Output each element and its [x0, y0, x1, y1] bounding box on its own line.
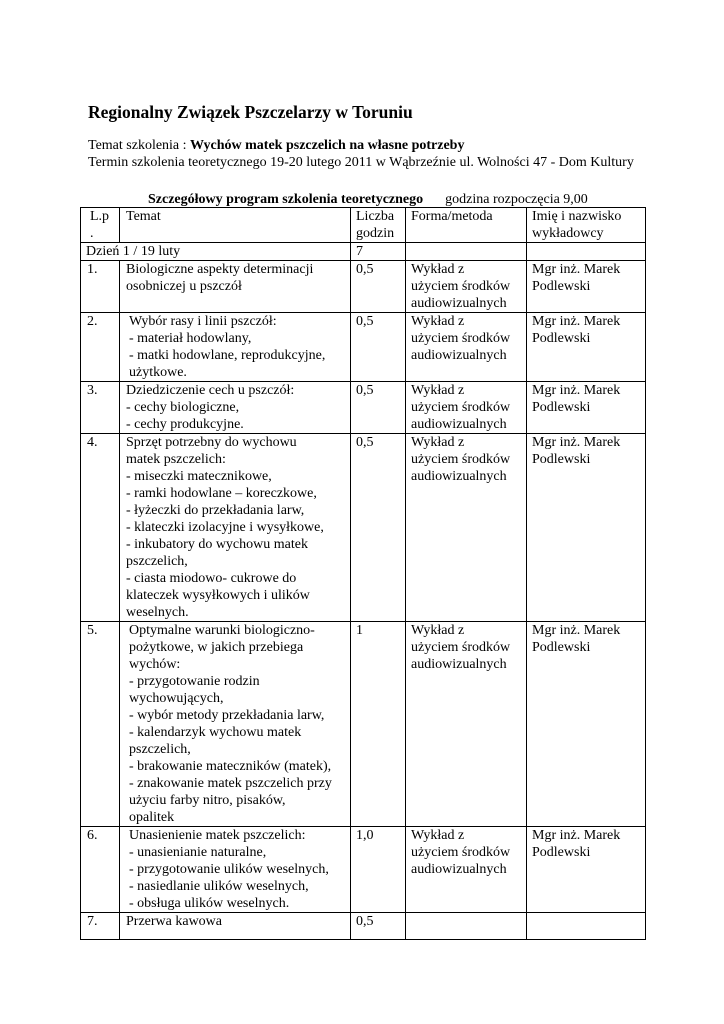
- topic-line: - cechy biologiczne,: [126, 400, 240, 415]
- table-row: [81, 434, 646, 622]
- table-row: [81, 622, 646, 827]
- topic-cell: [120, 827, 351, 913]
- row-number: 6.: [81, 827, 120, 913]
- day-empty-forma: [406, 243, 527, 261]
- topic-line: - łyżeczki do przekładania larw,: [126, 503, 305, 518]
- topic-line: Przerwa kawowa: [126, 914, 223, 929]
- topic-line: - obsługa ulików weselnych.: [129, 896, 290, 911]
- hours-cell: 1,0: [351, 827, 406, 913]
- table-header-row: [81, 208, 646, 243]
- method-line: użyciem środków: [411, 279, 511, 294]
- topic-line: [88, 137, 648, 154]
- topic-line: - inkubatory do wychowu matek: [126, 537, 308, 552]
- topic-line: weselnych.: [126, 605, 189, 620]
- lecturer-line: Mgr inż. Marek: [532, 435, 621, 450]
- topic-line: pożytkowe, w jakich przebiega: [129, 640, 304, 655]
- lecturer-line: Mgr inż. Marek: [532, 383, 621, 398]
- hours-cell: 0,5: [351, 261, 406, 313]
- topic-line: Dziedziczenie cech u pszczół:: [126, 383, 295, 398]
- row-number: 2.: [81, 313, 120, 382]
- hours-cell: 0,5: [351, 313, 406, 382]
- table-row: [81, 913, 646, 940]
- row-number: 3.: [81, 382, 120, 434]
- topic-line: - przygotowanie rodzin: [129, 674, 260, 689]
- hours-cell: 0,5: [351, 913, 406, 940]
- header-temat-line: Temat: [126, 209, 161, 224]
- header-lp-line: .: [90, 226, 94, 241]
- topic-line: - przygotowanie ulików weselnych,: [129, 862, 329, 877]
- topic-line: - matki hodowlane, reprodukcyjne,: [129, 348, 326, 363]
- topic-line: pszczelich,: [126, 554, 188, 569]
- topic-line: - materiał hodowlany,: [129, 331, 252, 346]
- topic-line: - klateczki izolacyjne i wysyłkowe,: [126, 520, 324, 535]
- day-empty-wykladowca: [527, 243, 646, 261]
- lecturer-line: Mgr inż. Marek: [532, 262, 621, 277]
- topic-cell: [120, 622, 351, 827]
- topic-line: - kalendarzyk wychowu matek: [129, 725, 302, 740]
- method-line: użyciem środków: [411, 331, 511, 346]
- lecturer-line: Mgr inż. Marek: [532, 314, 621, 329]
- table-row: [81, 261, 646, 313]
- topic-line: Optymalne warunki biologiczno-: [129, 623, 315, 638]
- lecturer-line: Podlewski: [532, 845, 591, 860]
- lecturer-cell: [527, 622, 646, 827]
- hours-cell: 0,5: [351, 434, 406, 622]
- method-line: użyciem środków: [411, 640, 511, 655]
- program-header: [148, 192, 588, 208]
- lecturer-cell: [527, 913, 646, 940]
- hours-cell: 1: [351, 622, 406, 827]
- topic-line: użytkowe.: [129, 365, 187, 380]
- topic-line: Biologiczne aspekty determinacji: [126, 262, 314, 277]
- method-line: użyciem środków: [411, 845, 511, 860]
- method-line: audiowizualnych: [411, 862, 507, 877]
- topic-line: wychów:: [129, 657, 181, 672]
- topic-cell: [120, 261, 351, 313]
- topic-value: Wychów matek pszczelich na własne potrzeby: [190, 138, 465, 153]
- header-liczba-line: Liczba: [356, 209, 395, 224]
- table-row: [81, 827, 646, 913]
- topic-line: opalitek: [129, 810, 175, 825]
- method-line: Wykład z: [411, 383, 465, 398]
- topic-line: - miseczki matecznikowe,: [126, 469, 272, 484]
- method-line: Wykład z: [411, 314, 465, 329]
- topic-line: - ciasta miodowo- cukrowe do: [126, 571, 297, 586]
- method-cell: [406, 913, 527, 940]
- topic-line: - ramki hodowlane – koreczkowe,: [126, 486, 317, 501]
- lecturer-cell: [527, 261, 646, 313]
- lecturer-cell: [527, 313, 646, 382]
- method-line: Wykład z: [411, 262, 465, 277]
- method-cell: [406, 434, 527, 622]
- row-number: 1.: [81, 261, 120, 313]
- topic-line: - znakowanie matek pszczelich przy: [129, 776, 332, 791]
- topic-line: - wybór metody przekładania larw,: [129, 708, 325, 723]
- header-wykladowca: [527, 208, 646, 243]
- method-line: audiowizualnych: [411, 469, 507, 484]
- lecturer-cell: [527, 382, 646, 434]
- topic-line: - brakowanie mateczników (matek),: [129, 759, 332, 774]
- method-cell: [406, 313, 527, 382]
- table-row: [81, 313, 646, 382]
- topic-cell: [120, 313, 351, 382]
- topic-line: Sprzęt potrzebny do wychowu: [126, 435, 297, 450]
- day-hours: 7: [351, 243, 406, 261]
- method-line: użyciem środków: [411, 452, 511, 467]
- header-wykladowca-line: Imię i nazwisko: [532, 209, 622, 224]
- lecturer-line: Mgr inż. Marek: [532, 623, 621, 638]
- topic-cell: [120, 434, 351, 622]
- topic-line: - nasiedlanie ulików weselnych,: [129, 879, 309, 894]
- topic-label: Temat szkolenia :: [88, 138, 191, 153]
- program-title: Szczegółowy program szkolenia teoretycznego: [148, 192, 424, 207]
- schedule-table: [80, 207, 646, 940]
- lecturer-line: Podlewski: [532, 279, 591, 294]
- header-wykladowca-line: wykładowcy: [532, 226, 604, 241]
- topic-line: - unasienianie naturalne,: [129, 845, 267, 860]
- method-cell: [406, 622, 527, 827]
- header-forma: [406, 208, 527, 243]
- lecturer-cell: [527, 434, 646, 622]
- method-line: użyciem środków: [411, 400, 511, 415]
- topic-line: matek pszczelich:: [126, 452, 226, 467]
- method-line: audiowizualnych: [411, 296, 507, 311]
- row-number: 4.: [81, 434, 120, 622]
- topic-cell: [120, 382, 351, 434]
- lecturer-line: Podlewski: [532, 640, 591, 655]
- header-liczba-line: godzin: [356, 226, 395, 241]
- method-line: audiowizualnych: [411, 657, 507, 672]
- training-info: [88, 137, 648, 171]
- header-temat: [120, 208, 351, 243]
- method-line: audiowizualnych: [411, 417, 507, 432]
- lecturer-line: Mgr inż. Marek: [532, 828, 621, 843]
- header-forma-line: Forma/metoda: [411, 209, 493, 224]
- method-cell: [406, 827, 527, 913]
- hours-cell: 0,5: [351, 382, 406, 434]
- table-row: [81, 382, 646, 434]
- row-number: 7.: [81, 913, 120, 940]
- lecturer-cell: [527, 827, 646, 913]
- topic-line: osobniczej u pszczół: [126, 279, 242, 294]
- topic-line: Wybór rasy i linii pszczół:: [129, 314, 277, 329]
- day-label: Dzień 1 / 19 luty: [81, 243, 351, 261]
- method-cell: [406, 382, 527, 434]
- method-line: audiowizualnych: [411, 348, 507, 363]
- row-number: 5.: [81, 622, 120, 827]
- lecturer-line: Podlewski: [532, 400, 591, 415]
- header-lp: [81, 208, 120, 243]
- topic-line: wychowujących,: [129, 691, 224, 706]
- day-row: [81, 243, 646, 261]
- topic-line: pszczelich,: [129, 742, 191, 757]
- document-title: Regionalny Związek Pszczelarzy w Toruniu: [88, 102, 413, 122]
- method-cell: [406, 261, 527, 313]
- term-line: Termin szkolenia teoretycznego 19-20 lutego 2011 w Wąbrzeźnie ul. Wolności 47 - Dom Kultury: [88, 155, 634, 170]
- method-line: Wykład z: [411, 623, 465, 638]
- topic-line: Unasienienie matek pszczelich:: [129, 828, 306, 843]
- header-liczba: [351, 208, 406, 243]
- topic-line: klateczek wysyłkowych i ulików: [126, 588, 310, 603]
- header-lp-line: L.p: [90, 209, 110, 224]
- topic-cell: [120, 913, 351, 940]
- start-time: godzina rozpoczęcia 9,00: [445, 192, 588, 207]
- topic-line: - cechy produkcyjne.: [126, 417, 244, 432]
- lecturer-line: Podlewski: [532, 452, 591, 467]
- lecturer-line: Podlewski: [532, 331, 591, 346]
- method-line: Wykład z: [411, 435, 465, 450]
- method-line: Wykład z: [411, 828, 465, 843]
- topic-line: użyciu farby nitro, pisaków,: [129, 793, 286, 808]
